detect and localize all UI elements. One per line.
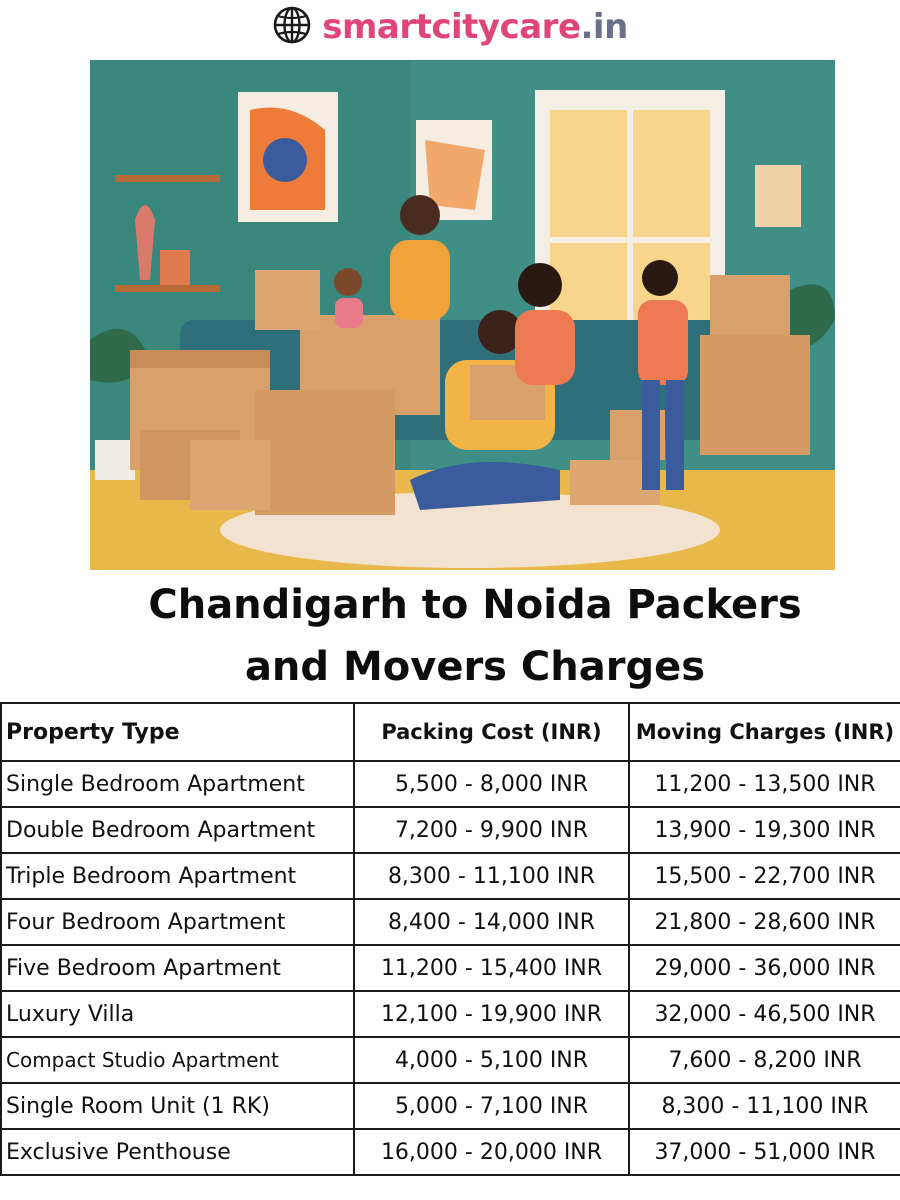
cell-packing-cost: 12,100 - 19,900 INR: [354, 991, 629, 1037]
cell-moving-charges: 32,000 - 46,500 INR: [629, 991, 900, 1037]
cell-moving-charges: 37,000 - 51,000 INR: [629, 1129, 900, 1175]
table-row: [1, 761, 900, 807]
cell-property-type: Luxury Villa: [1, 991, 354, 1037]
column-header-packing-cost: Packing Cost (INR): [354, 703, 629, 761]
table-row: [1, 945, 900, 991]
cell-moving-charges: 21,800 - 28,600 INR: [629, 899, 900, 945]
table-row: [1, 1037, 900, 1083]
logo-text: [322, 7, 628, 47]
globe-icon: [272, 5, 312, 49]
cell-packing-cost: 4,000 - 5,100 INR: [354, 1037, 629, 1083]
table-row: [1, 807, 900, 853]
table-header-row: [1, 703, 900, 761]
table-row: [1, 1083, 900, 1129]
table-row: [1, 1129, 900, 1175]
cell-moving-charges: 11,200 - 13,500 INR: [629, 761, 900, 807]
cell-property-type: Single Room Unit (1 RK): [1, 1083, 354, 1129]
title-line-1: Chandigarh to Noida Packers: [148, 582, 802, 628]
cell-property-type: Double Bedroom Apartment: [1, 807, 354, 853]
cell-moving-charges: 15,500 - 22,700 INR: [629, 853, 900, 899]
cell-packing-cost: 11,200 - 15,400 INR: [354, 945, 629, 991]
cell-moving-charges: 7,600 - 8,200 INR: [629, 1037, 900, 1083]
cell-moving-charges: 13,900 - 19,300 INR: [629, 807, 900, 853]
cell-property-type: Single Bedroom Apartment: [1, 761, 354, 807]
table-row: [1, 899, 900, 945]
cell-moving-charges: 29,000 - 36,000 INR: [629, 945, 900, 991]
family-moving-illustration: [90, 60, 835, 570]
cell-packing-cost: 16,000 - 20,000 INR: [354, 1129, 629, 1175]
cell-moving-charges: 8,300 - 11,100 INR: [629, 1083, 900, 1129]
cell-packing-cost: 8,300 - 11,100 INR: [354, 853, 629, 899]
logo-brand: smartcitycare: [322, 7, 581, 47]
price-table: [0, 702, 900, 1176]
table-row: [1, 853, 900, 899]
cell-packing-cost: 5,500 - 8,000 INR: [354, 761, 629, 807]
column-header-moving-charges: Moving Charges (INR): [629, 703, 900, 761]
page-title: [0, 574, 900, 698]
cell-property-type: Compact Studio Apartment: [1, 1037, 354, 1083]
cell-packing-cost: 7,200 - 9,900 INR: [354, 807, 629, 853]
cell-packing-cost: 5,000 - 7,100 INR: [354, 1083, 629, 1129]
site-logo[interactable]: [0, 4, 900, 50]
cell-property-type: Five Bedroom Apartment: [1, 945, 354, 991]
cell-property-type: Triple Bedroom Apartment: [1, 853, 354, 899]
logo-tld: .in: [580, 7, 628, 47]
cell-property-type: Exclusive Penthouse: [1, 1129, 354, 1175]
table-row: [1, 991, 900, 1037]
title-line-2: and Movers Charges: [244, 644, 706, 690]
cell-property-type: Four Bedroom Apartment: [1, 899, 354, 945]
column-header-property-type: Property Type: [1, 703, 354, 761]
cell-packing-cost: 8,400 - 14,000 INR: [354, 899, 629, 945]
